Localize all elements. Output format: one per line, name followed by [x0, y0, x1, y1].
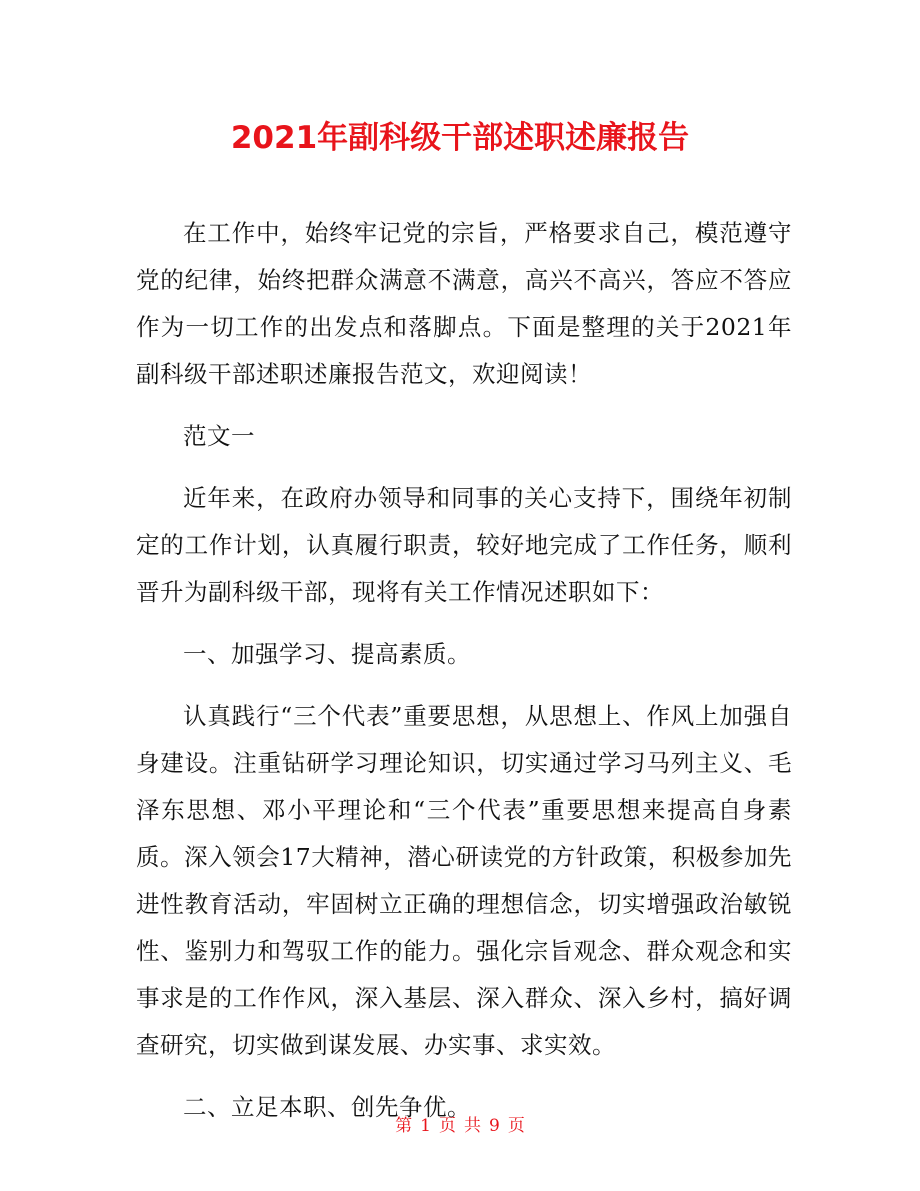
footer-current-page: 1	[420, 1116, 431, 1136]
paragraph-intro: 在工作中，始终牢记党的宗旨，严格要求自己，模范遵守党的纪律，始终把群众满意不满意，高兴不高兴，答应不答应作为一切工作的出发点和落脚点。下面是整理的关于2021年副科级干部述职述廉报告范文，欢迎阅读！	[136, 219, 792, 388]
paragraph-overview: 近年来，在政府办领导和同事的关心支持下，围绕年初制定的工作计划，认真履行职责，较好地完成了工作任务，顺利晋升为副科级干部，现将有关工作情况述职如下：	[136, 484, 792, 606]
section-heading-2: 二、立足本职、创先争优。	[183, 1093, 471, 1121]
paragraph-section-1: 认真践行“三个代表”重要思想，从思想上、作风上加强自身建设。注重钻研学习理论知识，切实通过学习马列主义、毛泽东思想、邓小平理论和“三个代表”重要思想来提高自身素质。深入领会17大精神，潜心研读党的方针政策，积极参加先进性教育活动，牢固树立正确的理想信念，切实增强政治敏锐性、鉴别力和驾驭工作的能力。强化宗旨观念、群众观念和实事求是的工作作风，深入基层、深入群众、深入乡村，搞好调查研究，切实做到谋发展、办实事、求实效。	[136, 702, 792, 1059]
section-heading-1: 一、加强学习、提高素质。	[183, 640, 471, 668]
footer-total-pages: 9	[489, 1116, 500, 1136]
document-body	[136, 210, 792, 1146]
document-title: 2021年副科级干部述职述廉报告	[230, 120, 690, 156]
footer-page-word: 页	[439, 1116, 456, 1136]
footer-total-word: 共	[464, 1116, 481, 1136]
footer-suffix: 页	[507, 1116, 525, 1136]
page-footer	[0, 1112, 920, 1140]
footer-prefix: 第	[395, 1116, 413, 1136]
paragraph-sample-heading: 范文一	[183, 422, 255, 450]
